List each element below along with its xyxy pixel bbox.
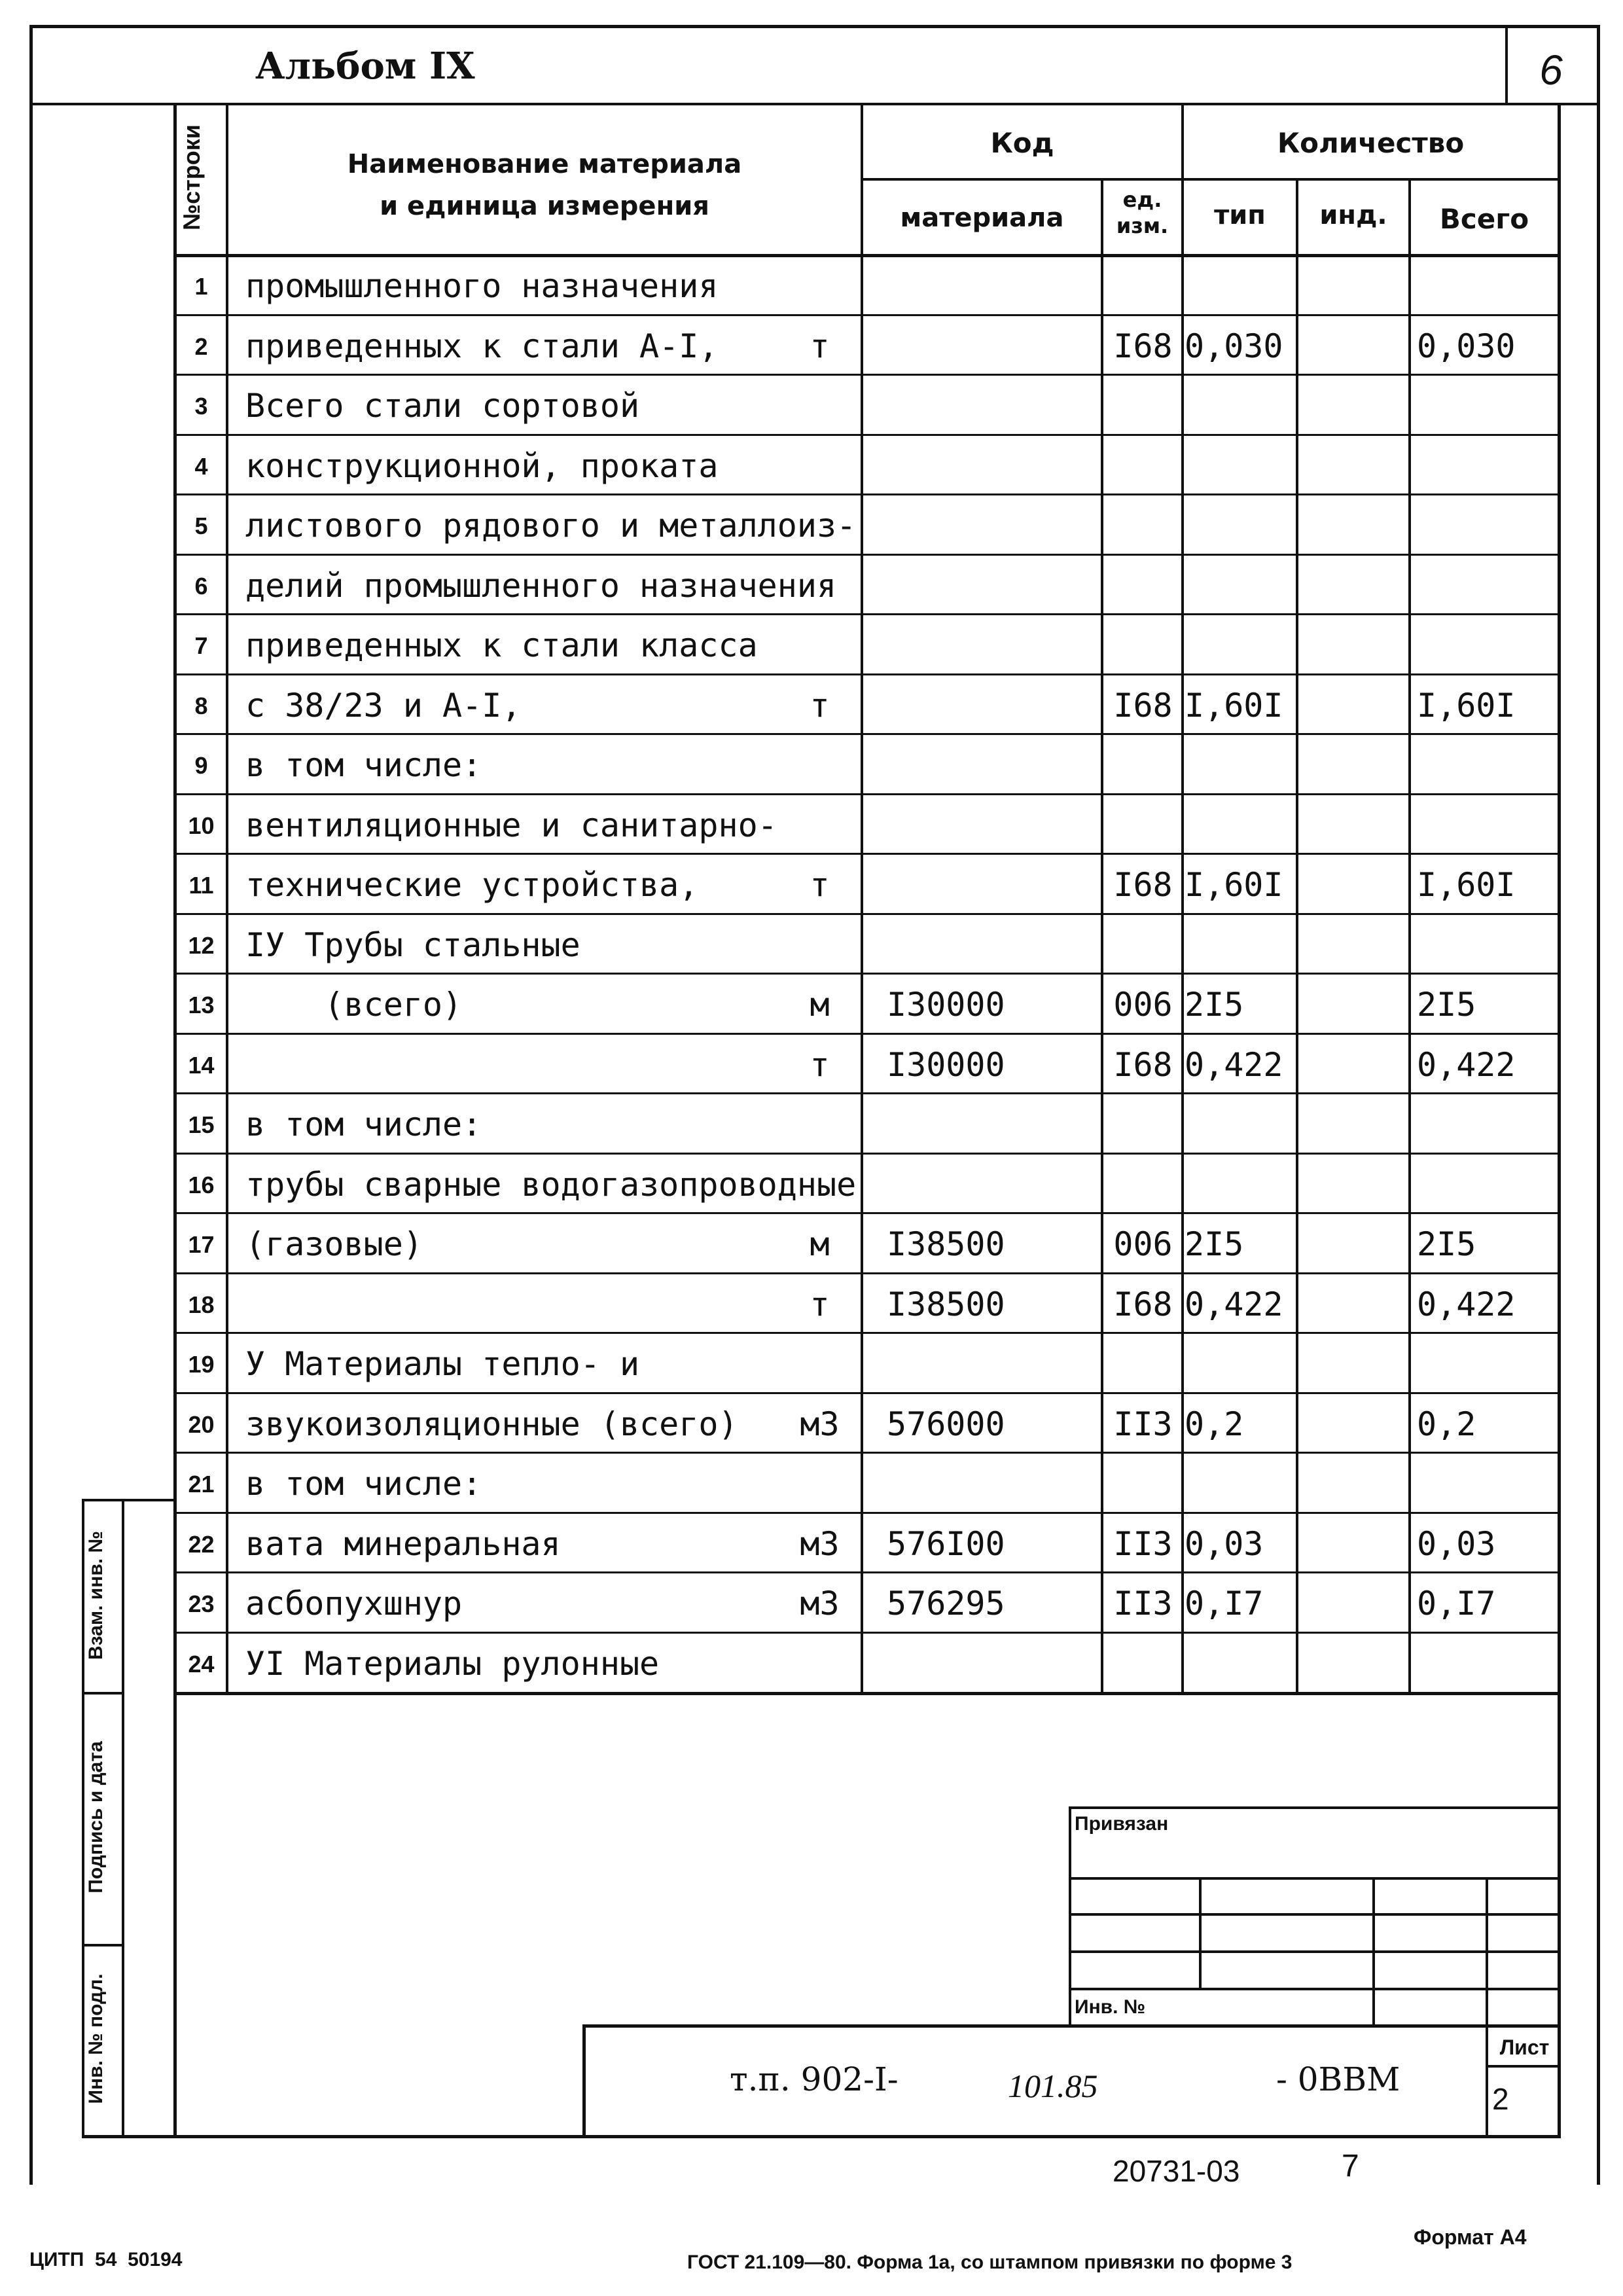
cell-no: 23 — [188, 1590, 215, 1617]
row-divider — [173, 793, 1558, 795]
cell-no: 8 — [194, 692, 208, 719]
cell-total: 0,2 — [1417, 1405, 1476, 1443]
cell-no: 5 — [194, 512, 208, 539]
cell-code: 576000 — [887, 1405, 1005, 1443]
cell-type: 2I5 — [1185, 1225, 1244, 1263]
name-header-line2: и единица измерения — [380, 191, 709, 221]
cell-type: 0,030 — [1185, 327, 1283, 365]
code-header: Код — [990, 127, 1054, 159]
cell-name: делий промышленного назначения — [245, 566, 837, 605]
title-block-left — [582, 2024, 586, 2137]
cell-unit: м — [810, 986, 830, 1024]
row-divider — [173, 1571, 1558, 1573]
cell-uom: I68 — [1113, 1285, 1173, 1323]
cell-name: вентиляционные и санитарно- — [245, 806, 777, 844]
cell-name: в том числе: — [245, 1465, 482, 1503]
cell-total: 0,030 — [1417, 327, 1516, 365]
cell-unit: т — [810, 1285, 830, 1323]
cell-no: 6 — [194, 572, 208, 600]
row-divider — [173, 973, 1558, 975]
cell-unit: м — [810, 1225, 830, 1263]
cell-type: I,60I — [1185, 866, 1283, 904]
cell-uom: II3 — [1113, 1585, 1173, 1623]
cell-name: листового рядового и металлоиз- — [245, 507, 857, 545]
type-header: тип — [1214, 200, 1266, 230]
stamp-v1 — [1199, 1877, 1202, 1988]
cell-unit: м3 — [800, 1585, 840, 1623]
page-number: 6 — [1539, 46, 1563, 94]
cell-total: 0,03 — [1417, 1524, 1496, 1563]
hdr-bottom-line — [173, 254, 1558, 257]
cell-no: 17 — [188, 1231, 215, 1258]
cell-unit: м3 — [800, 1405, 840, 1443]
side-inner — [122, 1499, 124, 2137]
cell-total: I,60I — [1417, 686, 1516, 725]
cell-no: 18 — [188, 1291, 215, 1318]
cell-no: 24 — [188, 1650, 215, 1677]
cell-no: 20 — [188, 1410, 215, 1438]
cell-no: 14 — [188, 1051, 215, 1079]
cell-no: 10 — [188, 812, 215, 839]
cell-uom: I68 — [1113, 686, 1173, 725]
stamp-inv-no: Инв. № — [1075, 1996, 1146, 2018]
row-divider — [173, 1272, 1558, 1274]
unit-header-line2: изм. — [1116, 213, 1169, 238]
table-body-bottom — [173, 1692, 1558, 1695]
frame-left — [29, 25, 33, 2185]
cell-code: I30000 — [887, 986, 1005, 1024]
cell-no: 12 — [188, 931, 215, 959]
cell-unit: т — [810, 327, 830, 365]
side-label-podpis: Подпись и дата — [85, 1741, 107, 1893]
frame-right — [1597, 25, 1600, 2185]
cell-uom: 006 — [1113, 1225, 1173, 1263]
cell-no: 9 — [194, 752, 208, 779]
album-title: Альбом IX — [255, 45, 475, 88]
row-divider — [173, 613, 1558, 615]
cell-name: (газовые) — [245, 1225, 423, 1263]
cell-name: конструкционной, проката — [245, 446, 719, 485]
doc-handwritten: 101.85 — [1008, 2068, 1098, 2104]
qty-header: Количество — [1277, 127, 1465, 159]
row-divider — [173, 853, 1558, 855]
cell-name: технические устройства, — [245, 866, 699, 904]
cell-type: 0,2 — [1185, 1405, 1244, 1443]
cell-name: асбопухшнур — [245, 1585, 463, 1623]
row-divider — [173, 1452, 1558, 1454]
ind-header: инд. — [1319, 200, 1387, 230]
row-divider — [173, 554, 1558, 556]
cell-total: 2I5 — [1417, 986, 1476, 1024]
cell-name: промышленного назначения — [245, 267, 719, 305]
cell-code: 576I00 — [887, 1524, 1005, 1563]
doc-prefix: т.п. 902-I- — [730, 2060, 899, 2098]
cell-uom: 006 — [1113, 986, 1173, 1024]
stamp-v3 — [1486, 1877, 1488, 2136]
cell-no: 1 — [194, 273, 208, 300]
hdr-mid-line — [861, 178, 1558, 181]
cell-type: I,60I — [1185, 686, 1283, 725]
cell-name: в том числе: — [245, 746, 482, 784]
footer-format: Формат А4 — [1414, 2225, 1527, 2249]
row-divider — [173, 314, 1558, 316]
cell-unit: т — [810, 1045, 830, 1084]
row-divider — [173, 1332, 1558, 1334]
sheet-box-h — [1486, 2065, 1561, 2068]
cell-type: 0,I7 — [1185, 1585, 1264, 1623]
total-header: Всего — [1439, 203, 1529, 235]
cell-total: 2I5 — [1417, 1225, 1476, 1263]
side-left — [82, 1499, 84, 2137]
sheet-number: 2 — [1492, 2082, 1509, 2116]
cell-unit: т — [810, 686, 830, 725]
cell-name: УI Материалы рулонные — [245, 1644, 660, 1683]
frame-top — [29, 25, 1600, 28]
cell-type: 0,03 — [1185, 1524, 1264, 1563]
cell-no: 7 — [194, 632, 208, 659]
cell-total: I,60I — [1417, 866, 1516, 904]
bottom-number: 20731-03 — [1113, 2154, 1240, 2188]
cell-type: 0,422 — [1185, 1285, 1283, 1323]
cell-total: 0,I7 — [1417, 1585, 1496, 1623]
cell-name: с 38/23 и А-I, — [245, 686, 522, 725]
row-divider — [173, 673, 1558, 675]
cell-name: У Материалы тепло- и — [245, 1345, 640, 1383]
stamp-top — [1069, 1806, 1560, 1809]
row-divider — [173, 1632, 1558, 1634]
row-divider — [173, 1153, 1558, 1155]
sheet-label: Лист — [1499, 2036, 1550, 2059]
cell-no: 15 — [188, 1111, 215, 1138]
row-divider — [173, 493, 1558, 495]
cell-no: 22 — [188, 1530, 215, 1558]
cell-no: 19 — [188, 1351, 215, 1378]
footer-right: ГОСТ 21.109—80. Форма 1а, со штампом привязки по форме 3 — [687, 2251, 1293, 2273]
unit-header-line1: ед. — [1122, 187, 1162, 212]
cell-type: 0,422 — [1185, 1045, 1283, 1084]
row-divider — [173, 434, 1558, 436]
cell-no: 3 — [194, 393, 208, 420]
album-title-bottom — [29, 103, 1600, 105]
cell-uom: II3 — [1113, 1405, 1173, 1443]
stamp-privyazan: Привязан — [1075, 1813, 1169, 1835]
cell-name: приведенных к стали класса — [245, 626, 758, 664]
cell-unit: м3 — [800, 1524, 840, 1563]
material-header: материала — [900, 203, 1064, 233]
cell-name: звукоизоляционные (всего) — [245, 1405, 738, 1443]
row-divider — [173, 1392, 1558, 1394]
doc-suffix: - 0ВВМ — [1276, 2060, 1400, 2098]
row-divider — [173, 1092, 1558, 1094]
cell-code: I30000 — [887, 1045, 1005, 1084]
cell-name: IУ Трубы стальные — [245, 925, 580, 964]
col-line-type — [1296, 178, 1298, 1693]
cell-uom: I68 — [1113, 327, 1173, 365]
cell-name: приведенных к стали А-I, — [245, 327, 719, 365]
cell-total: 0,422 — [1417, 1285, 1516, 1323]
cell-name: трубы сварные водогазопроводные — [245, 1165, 857, 1204]
col-line-ind — [1408, 178, 1411, 1693]
cell-code: I38500 — [887, 1225, 1005, 1263]
col-line-name — [861, 103, 863, 1693]
row-no-header: №строки — [178, 124, 205, 230]
name-header-line1: Наименование материала — [347, 149, 742, 179]
stamp-v2 — [1372, 1877, 1375, 2026]
row-divider — [173, 733, 1558, 735]
row-divider — [173, 913, 1558, 915]
col-line-num — [226, 103, 228, 1693]
cell-code: I38500 — [887, 1285, 1005, 1323]
cell-no: 13 — [188, 992, 215, 1018]
cell-name: (всего) — [245, 986, 463, 1024]
cell-no: 21 — [188, 1471, 215, 1498]
bottom-line — [82, 2135, 1561, 2138]
col-line-uom — [1181, 103, 1184, 1693]
row-divider — [173, 1212, 1558, 1214]
cell-code: 576295 — [887, 1585, 1005, 1623]
row-divider — [173, 1512, 1558, 1514]
title-block-top — [582, 2024, 1561, 2028]
row-divider — [173, 1033, 1558, 1035]
cell-name: вата минеральная — [245, 1524, 561, 1563]
row-divider — [173, 374, 1558, 376]
cell-no: 16 — [188, 1171, 215, 1198]
side-label-vzam: Взам. инв. № — [85, 1531, 107, 1660]
cell-no: 4 — [194, 452, 208, 480]
cell-no: 2 — [194, 332, 208, 360]
side-label-inv-podl: Инв. № подл. — [85, 1973, 107, 2104]
cell-uom: I68 — [1113, 866, 1173, 904]
stamp-left — [1069, 1806, 1071, 2026]
cell-type: 2I5 — [1185, 986, 1244, 1024]
cell-unit: т — [810, 866, 830, 904]
bottom-page: 7 — [1342, 2149, 1359, 2183]
cell-uom: I68 — [1113, 1045, 1173, 1084]
cell-uom: II3 — [1113, 1524, 1173, 1563]
footer-left: ЦИТП 54 50194 — [29, 2249, 183, 2270]
table-right — [1558, 103, 1561, 2137]
cell-name: в том числе: — [245, 1105, 482, 1143]
col-line-code — [1101, 178, 1103, 1693]
cell-name: Всего стали сортовой — [245, 387, 640, 425]
cell-total: 0,422 — [1417, 1045, 1516, 1084]
cell-no: 11 — [188, 872, 214, 899]
